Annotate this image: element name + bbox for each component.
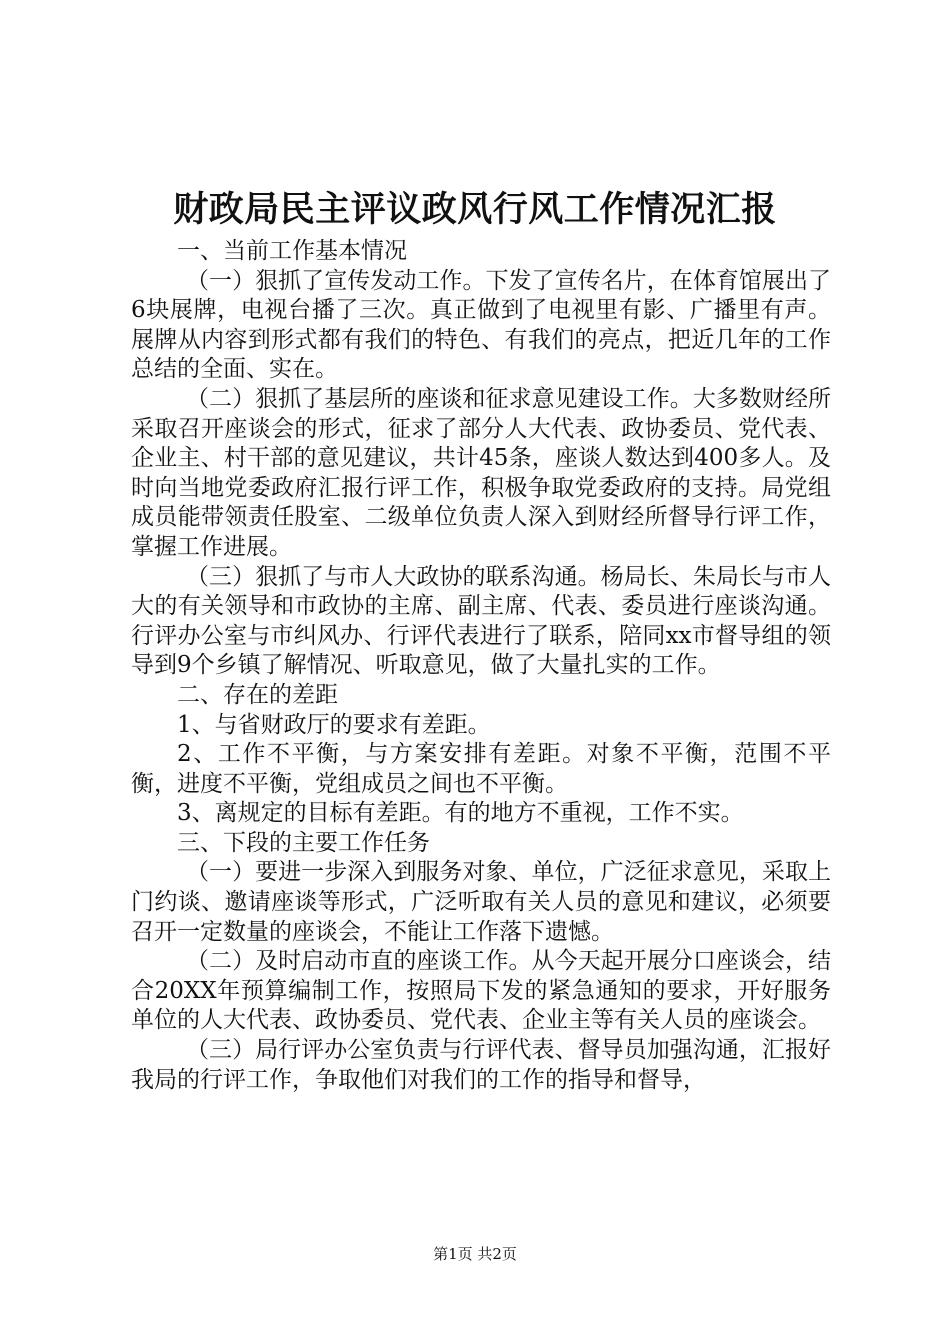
paragraph: （一）要进一步深入到服务对象、单位，广泛征求意见，采取上门约谈、邀请座谈等形式，广泛听取有关人员的意见和建议，必须要召开一定数量的座谈会，不能让工作落下遗憾。 [131, 859, 831, 945]
paragraph: （三）局行评办公室负责与行评代表、督导员加强沟通，汇报好我局的行评工作，争取他们对我们的工作的指导和督导， [131, 1037, 831, 1093]
paragraph: （二）狠抓了基层所的座谈和征求意见建设工作。大多数财经所采取召开座谈会的形式，征求了部分人大代表、政协委员、党代表、企业主、村干部的意见建议，共计45条，座谈人数达到400多人。及时向当地党委政府汇报行评工作，积极争取党委政府的支持。局党组成员能带领责任股室、二级单位负责人深入到财经所督导行评工作，掌握工作进展。 [131, 385, 831, 560]
document-body [131, 237, 831, 1095]
list-item: 3、离规定的目标有差距。有的地方不重视，工作不实。 [177, 800, 744, 827]
paragraph: （三）狠抓了与市人大政协的联系沟通。杨局长、朱局长与市人大的有关领导和市政协的主席、副主席、代表、委员进行座谈沟通。行评办公室与市纠风办、行评代表进行了联系，陪同xx市督导组的领导到9个乡镇了解情况、听取意见，做了大量扎实的工作。 [131, 563, 831, 679]
section-heading: 三、下段的主要工作任务 [177, 829, 430, 856]
section-heading: 一、当前工作基本情况 [177, 238, 407, 264]
page-footer: 第1页 共2页 [433, 1245, 517, 1263]
paragraph: （二）及时启动市直的座谈工作。从今天起开展分口座谈会，结合20XX年预算编制工作，按照局下发的紧急通知的要求，开好服务单位的人大代表、政协委员、党代表、企业主等有关人员的座谈会。 [131, 948, 831, 1034]
paragraph: （一）狠抓了宣传发动工作。下发了宣传名片，在体育馆展出了6块展牌，电视台播了三次。真正做到了电视里有影、广播里有声。展牌从内容到形式都有我们的特色、有我们的亮点，把近几年的工作总结的全面、实在。 [131, 267, 831, 383]
list-item: 1、与省财政厅的要求有差距。 [177, 711, 491, 738]
document-title: 财政局民主评议政风行风工作情况汇报 [173, 189, 777, 230]
section-heading: 二、存在的差距 [177, 681, 338, 708]
list-item: 2、工作不平衡，与方案安排有差距。对象不平衡，范围不平衡，进度不平衡，党组成员之间也不平衡。 [131, 741, 831, 797]
